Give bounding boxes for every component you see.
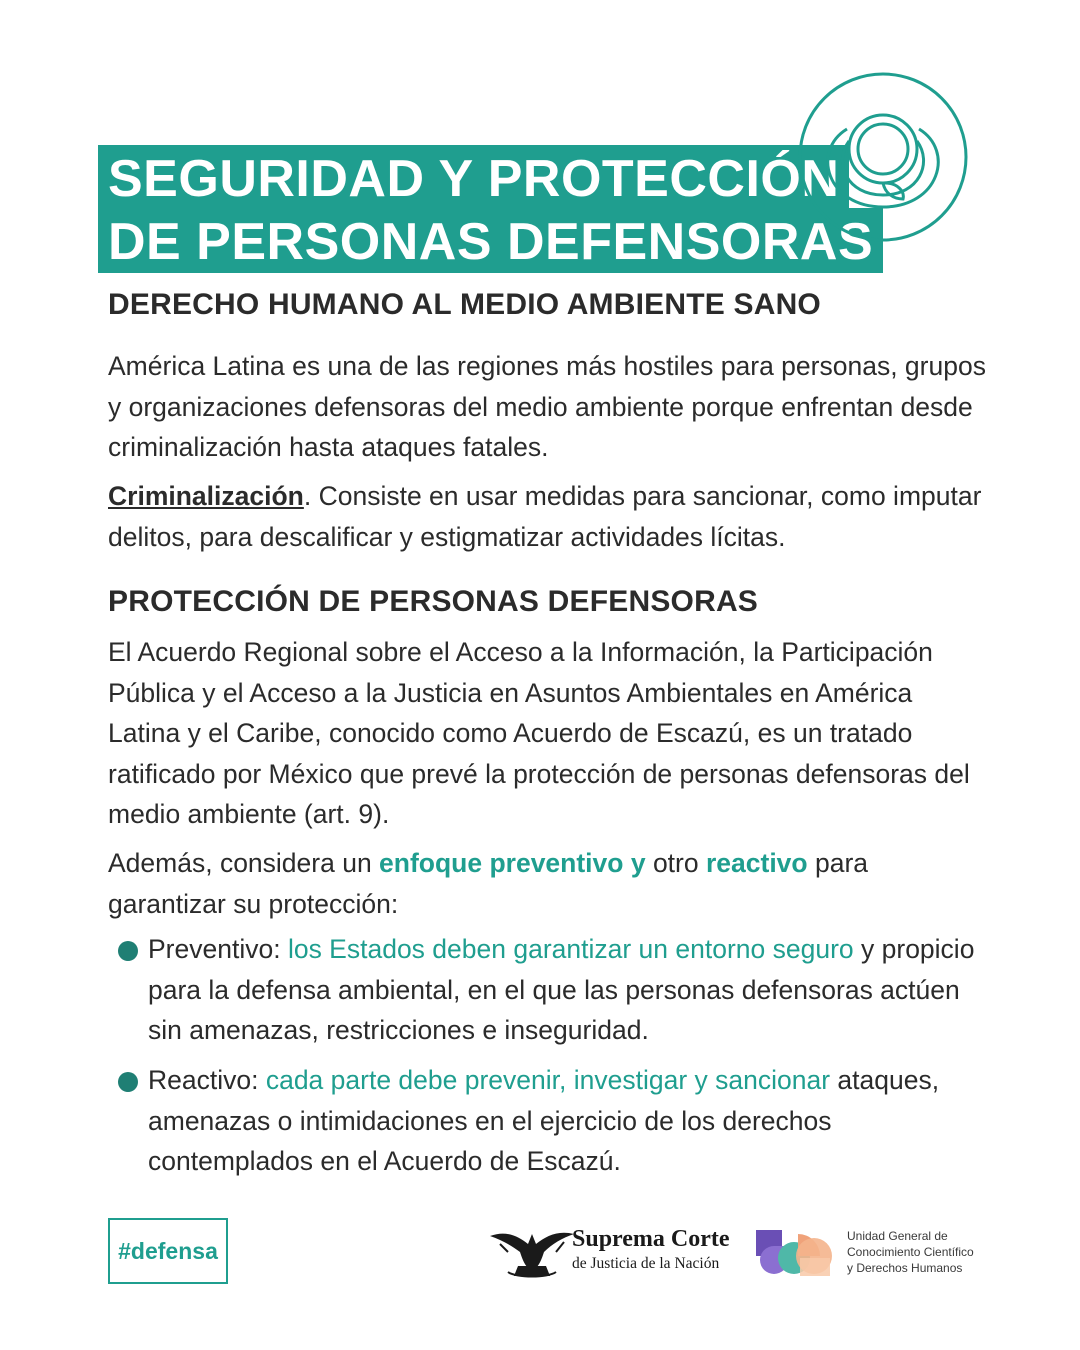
unit-logo-icon [754, 1226, 834, 1280]
approach-paragraph [108, 843, 988, 924]
criminalization-paragraph [108, 476, 988, 557]
approach-highlight-preventive: enfoque preventivo y [379, 848, 646, 878]
unit-name-line3: y Derechos Humanos [847, 1261, 963, 1275]
bullet-dot-icon [118, 1072, 138, 1092]
hashtag-badge: #defensa [108, 1218, 228, 1284]
title-line-2: DE PERSONAS DEFENSORAS [98, 208, 883, 273]
bullet-highlight: los Estados deben garantizar un entorno seguro [287, 934, 854, 964]
protection-heading: PROTECCIÓN DE PERSONAS DEFENSORAS [108, 585, 759, 618]
defender-circle-logo-icon [797, 71, 969, 243]
scjn-name-line2: de Justicia de la Nación [572, 1255, 720, 1272]
approach-middle: otro [645, 848, 706, 878]
unit-name-line2: Conocimiento Científico [847, 1245, 974, 1259]
bullet-rest: ataques, amenazas o intimidaciones en el ejercicio de los derechos contemplados en el Acuerdo de Escazú. [148, 1065, 940, 1176]
page-title [98, 145, 883, 273]
unit-logo [754, 1226, 984, 1280]
intro-paragraph: América Latina es una de las regiones más hostiles para personas, grupos y organizaciones defensoras del medio ambiente porque enfrentan desde criminalización hasta ataques fatales. [108, 351, 986, 462]
unit-name [847, 1228, 974, 1276]
bullet-dot-icon [118, 941, 138, 961]
approach-highlight-reactive: reactivo [705, 848, 808, 878]
escazu-paragraph: El Acuerdo Regional sobre el Acceso a la Información, la Participación Pública y el Acceso a la Justicia en Asuntos Ambientales en América Latina y el Caribe, conocido como Acuerdo de Escazú, es un tratado ratificado por México que prevé la protección de personas defensoras del medio ambiente (art. 9). [108, 637, 970, 829]
list-item-reactive [118, 1060, 998, 1182]
approach-lead: Además, considera un [108, 848, 380, 878]
title-line-1: SEGURIDAD Y PROTECCIÓN [98, 145, 849, 210]
bullet-label: Preventivo: [148, 934, 288, 964]
scjn-name-line1: Suprema Corte [572, 1226, 730, 1252]
list-item-preventive [118, 929, 998, 1051]
bullet-text [148, 1060, 998, 1182]
criminalization-term: Criminalización [108, 481, 304, 511]
criminalization-definition: . Consiste en usar medidas para sancionar, como imputar delitos, para descalificar y estigmatizar actividades lícitas. [108, 481, 982, 552]
subtitle: DERECHO HUMANO AL MEDIO AMBIENTE SANO [108, 288, 821, 321]
eagle-emblem-icon [488, 1222, 576, 1282]
approach-tail: para garantizar su protección: [108, 848, 869, 919]
unit-name-line1: Unidad General de [847, 1229, 948, 1243]
bullet-text [148, 929, 998, 1051]
bullet-highlight: cada parte debe prevenir, investigar y sancionar [265, 1065, 831, 1095]
bullet-label: Reactivo: [148, 1065, 266, 1095]
scjn-logo [488, 1222, 730, 1282]
bullet-rest: y propicio para la defensa ambiental, en el que las personas defensoras actúen sin amenazas, restricciones e inseguridad. [148, 934, 975, 1045]
